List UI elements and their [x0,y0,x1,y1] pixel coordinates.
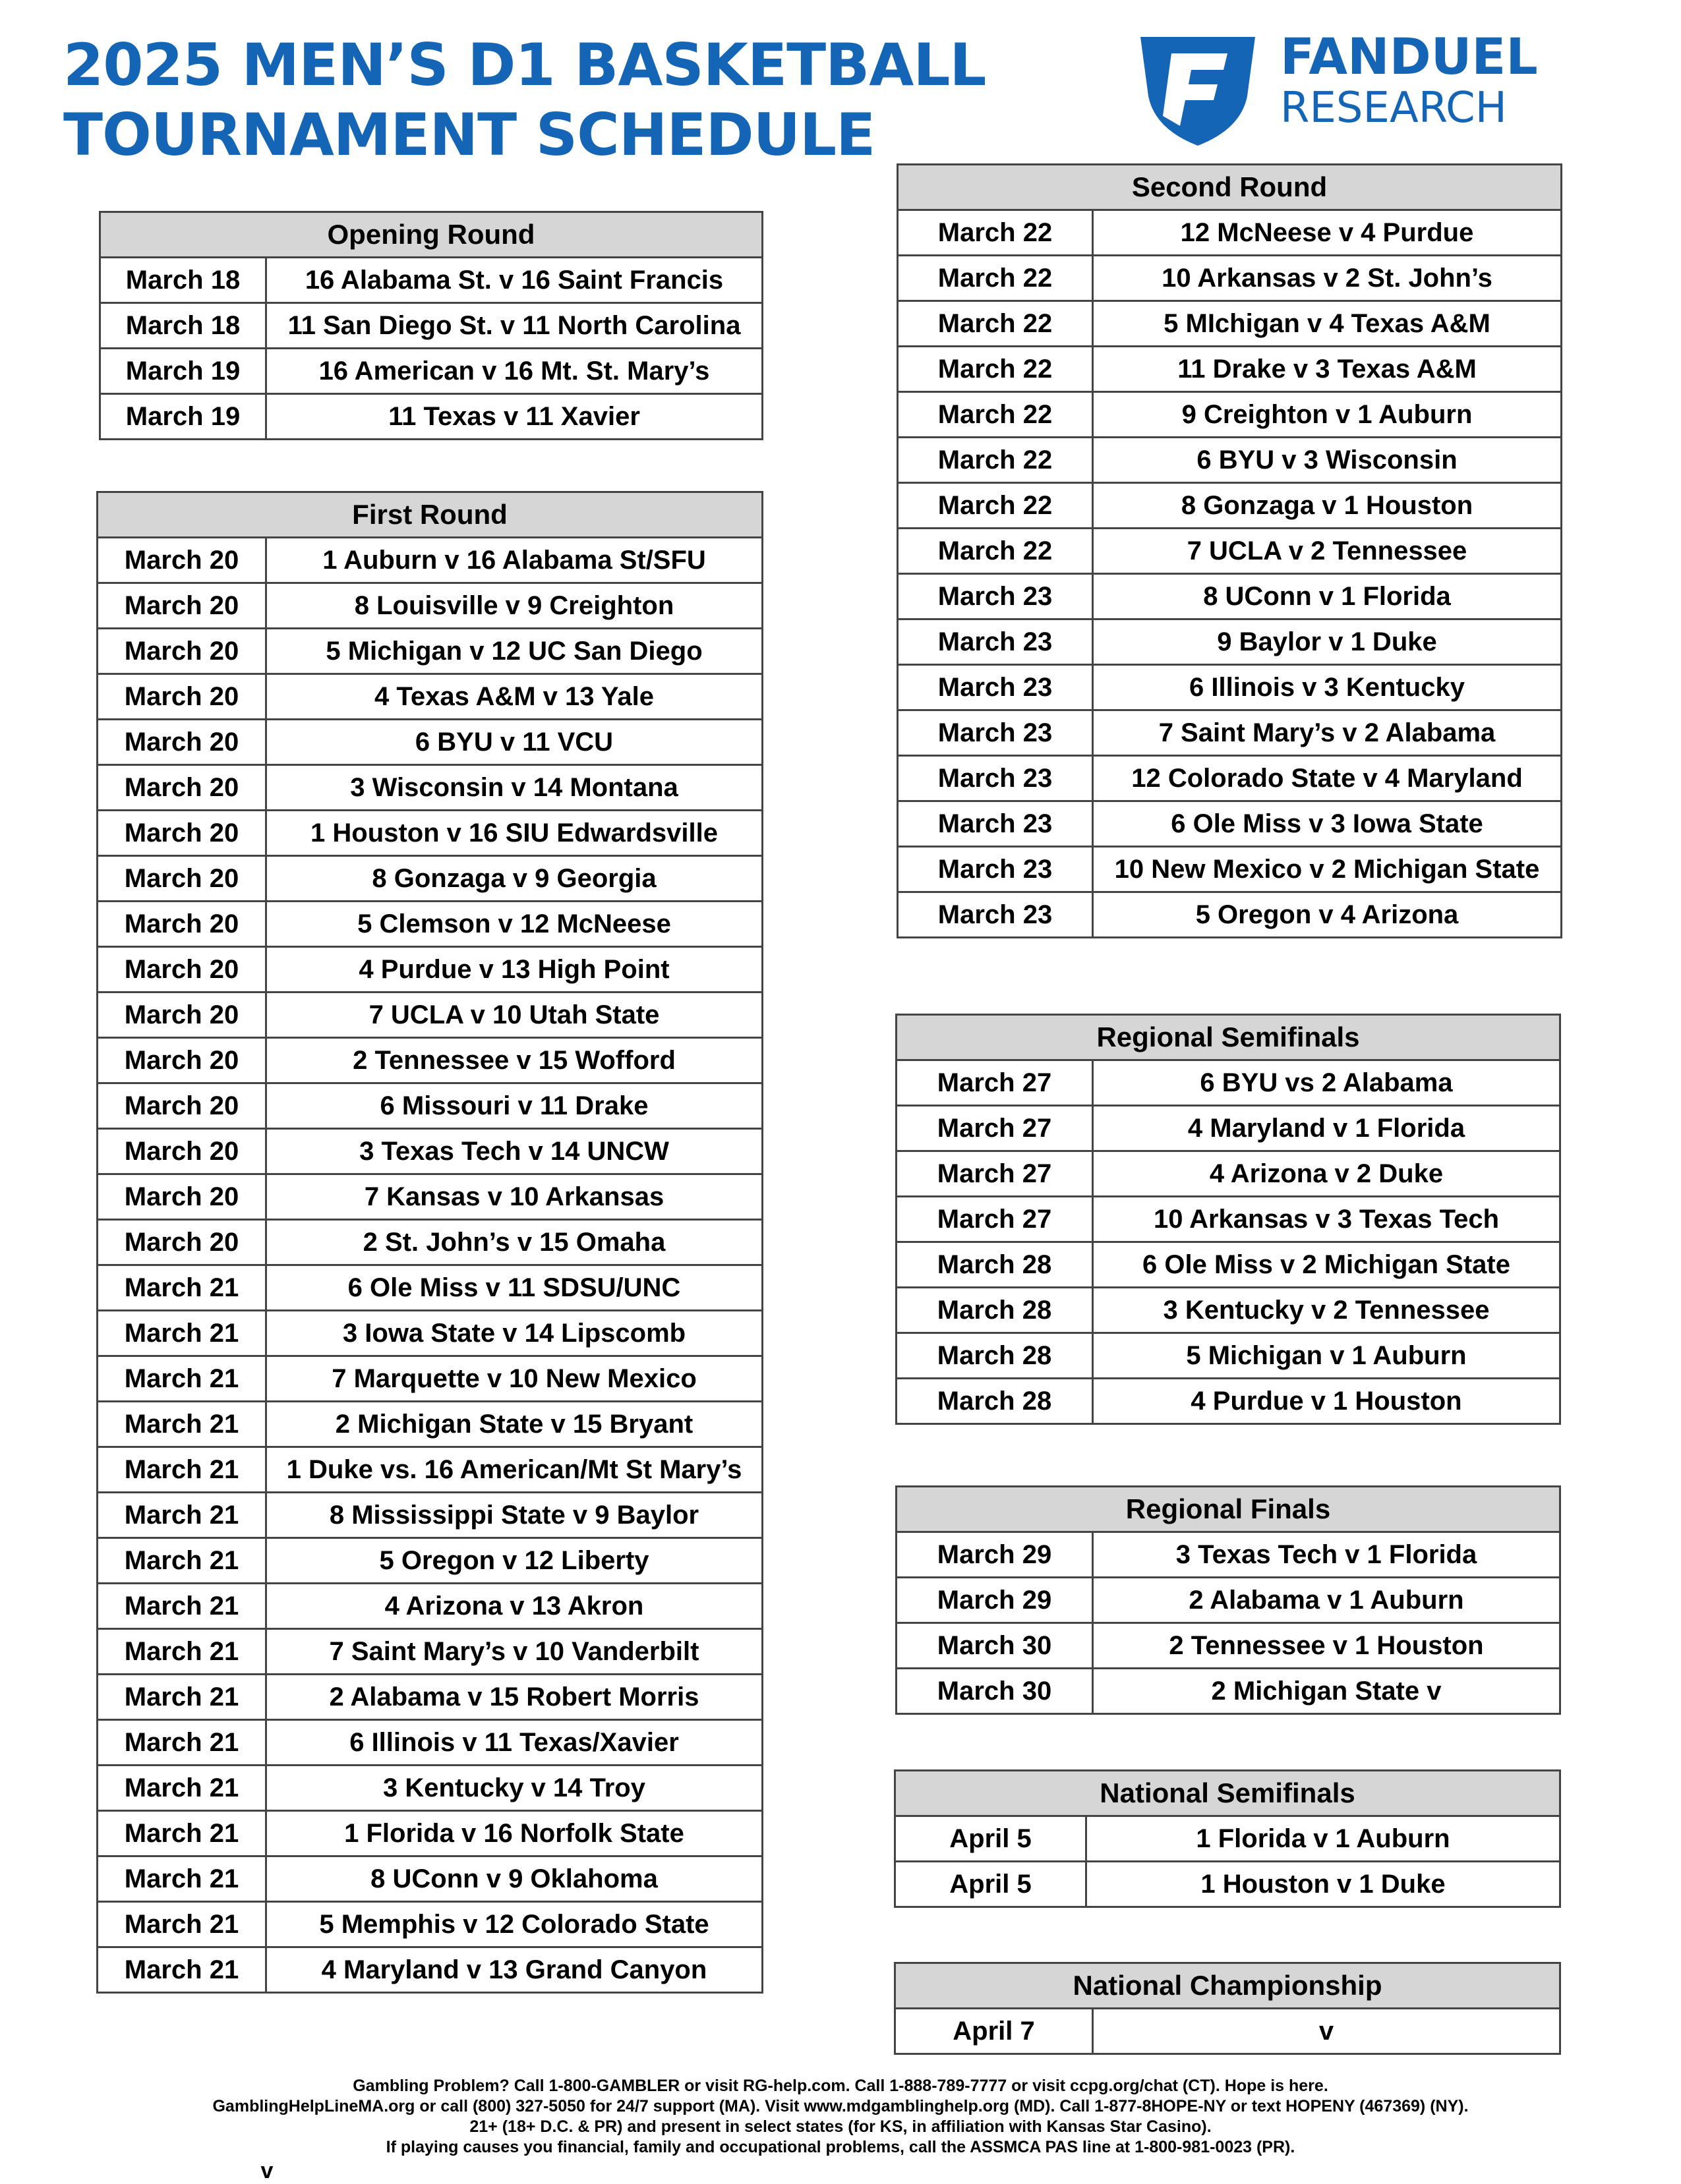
matchup: 5 Oregon v 4 Arizona [1093,892,1562,938]
footer-line-4: If playing causes you financial, family and occupational problems, call the ASSMCA PAS line at 1-800-981-0023 (PR). [386,2138,1295,2156]
matchup: 10 Arkansas v 2 St. John’s [1093,256,1562,301]
matchup: 6 BYU vs 2 Alabama [1093,1060,1560,1106]
matchup: 5 Michigan v 1 Auburn [1093,1333,1560,1379]
footer-line-2: GamblingHelpLineMA.org or call (800) 327-5050 for 24/7 support (MA). Visit www.mdgamblinghelp.org (MD). Call 1-877-8HOPE-NY or text HOPENY (467369) (NY). [212,2097,1469,2115]
game-date: March 18 [100,258,266,303]
matchup: 8 Gonzaga v 1 Houston [1093,483,1562,529]
matchup: 6 Ole Miss v 3 Iowa State [1093,801,1562,847]
first-round-row [98,1038,763,1083]
matchup: 16 Alabama St. v 16 Saint Francis [266,258,763,303]
game-date: March 20 [98,1038,266,1083]
game-date: March 29 [897,1532,1093,1578]
game-date: March 20 [98,1220,266,1265]
matchup: 4 Purdue v 1 Houston [1093,1379,1560,1424]
game-date: April 5 [895,1816,1086,1862]
regional-semifinals-row [897,1242,1560,1288]
matchup: 5 MIchigan v 4 Texas A&M [1093,301,1562,347]
fanduel-shield-icon [1135,24,1260,149]
national-semifinals-table [894,1769,1561,1908]
first-round-row [98,1356,763,1402]
game-date: March 20 [98,947,266,992]
matchup: 1 Florida v 1 Auburn [1086,1816,1560,1862]
matchup: 2 Tennessee v 1 Houston [1093,1623,1560,1669]
matchup: 2 Michigan State v [1093,1669,1560,1714]
game-date: March 22 [898,301,1093,347]
game-date: March 27 [897,1151,1093,1197]
national-championship-table [894,1962,1561,2055]
opening-round-block [99,211,763,440]
matchup: 16 American v 16 Mt. St. Mary’s [266,349,763,394]
first-round-row [98,1902,763,1947]
first-round-row [98,720,763,765]
game-date: March 21 [98,1766,266,1811]
matchup: 6 BYU v 3 Wisconsin [1093,438,1562,483]
game-date: March 21 [98,1947,266,1993]
matchup: 4 Texas A&M v 13 Yale [266,674,763,720]
game-date: March 21 [98,1720,266,1766]
game-date: March 20 [98,992,266,1038]
first-round-row [98,583,763,629]
regional-semifinals-row [897,1379,1560,1424]
matchup: 7 UCLA v 10 Utah State [266,992,763,1038]
first-round-row [98,1856,763,1902]
matchup: 3 Kentucky v 2 Tennessee [1093,1288,1560,1333]
game-date: March 23 [898,892,1093,938]
first-round-row [98,1584,763,1629]
game-date: March 21 [98,1584,266,1629]
matchup: 1 Houston v 16 SIU Edwardsville [266,811,763,856]
game-date: March 22 [898,529,1093,574]
game-date: March 21 [98,1856,266,1902]
game-date: March 19 [100,394,266,440]
matchup: 2 Alabama v 15 Robert Morris [266,1675,763,1720]
matchup: 6 Missouri v 11 Drake [266,1083,763,1129]
matchup: 8 Mississippi State v 9 Baylor [266,1493,763,1538]
matchup: 3 Kentucky v 14 Troy [266,1766,763,1811]
game-date: March 27 [897,1106,1093,1151]
first-round-row [98,1220,763,1265]
game-date: March 23 [898,801,1093,847]
game-date: March 18 [100,303,266,349]
first-round-row [98,811,763,856]
game-date: March 27 [897,1060,1093,1106]
game-date: March 23 [898,574,1093,619]
game-date: March 20 [98,629,266,674]
first-round-heading: First Round [98,492,763,538]
first-round-row [98,947,763,992]
game-date: March 20 [98,765,266,811]
matchup: 1 Houston v 1 Duke [1086,1862,1560,1907]
game-date: March 21 [98,1402,266,1447]
game-date: March 21 [98,1447,266,1493]
regional-finals-block [895,1485,1561,1715]
page-title [63,30,986,170]
second-round-heading: Second Round [898,165,1562,210]
first-round-row [98,1174,763,1220]
game-date: March 28 [897,1379,1093,1424]
game-date: March 30 [897,1623,1093,1669]
second-round-row [898,892,1562,938]
matchup: 8 Gonzaga v 9 Georgia [266,856,763,902]
regional-semifinals-row [897,1151,1560,1197]
game-date: March 22 [898,256,1093,301]
national-semifinals-row [895,1816,1560,1862]
matchup: 5 Clemson v 12 McNeese [266,902,763,947]
game-date: March 20 [98,811,266,856]
matchup: 11 San Diego St. v 11 North Carolina [266,303,763,349]
regional-finals-row [897,1578,1560,1623]
regional-finals-table [895,1485,1561,1715]
matchup: 2 Michigan State v 15 Bryant [266,1402,763,1447]
matchup: 7 Kansas v 10 Arkansas [266,1174,763,1220]
game-date: March 28 [897,1242,1093,1288]
opening-round-row [100,258,763,303]
second-round-row [898,801,1562,847]
national-semifinals-heading: National Semifinals [895,1771,1560,1816]
regional-semifinals-heading: Regional Semifinals [897,1015,1560,1060]
game-date: April 5 [895,1862,1086,1907]
opening-round-row [100,394,763,440]
matchup: 6 Illinois v 11 Texas/Xavier [266,1720,763,1766]
matchup: 6 BYU v 11 VCU [266,720,763,765]
regional-semifinals-table [895,1014,1561,1425]
page-title-line-1: 2025 MEN’S D1 BASKETBALL [63,31,986,99]
matchup: 4 Maryland v 1 Florida [1093,1106,1560,1151]
matchup: 12 Colorado State v 4 Maryland [1093,756,1562,801]
first-round-row [98,1675,763,1720]
game-date: March 21 [98,1311,266,1356]
national-championship-block [894,1962,1561,2055]
opening-round-row [100,303,763,349]
matchup: 1 Duke vs. 16 American/Mt St Mary’s [266,1447,763,1493]
matchup: 5 Memphis v 12 Colorado State [266,1902,763,1947]
game-date: March 20 [98,538,266,583]
second-round-row [898,392,1562,438]
first-round-row [98,1720,763,1766]
logo-wordmark [1280,29,1538,132]
game-date: March 22 [898,438,1093,483]
matchup: 1 Auburn v 16 Alabama St/SFU [266,538,763,583]
game-date: March 22 [898,210,1093,256]
second-round-row [898,210,1562,256]
first-round-row [98,1629,763,1675]
matchup: 3 Wisconsin v 14 Montana [266,765,763,811]
game-date: March 20 [98,902,266,947]
game-date: March 29 [897,1578,1093,1623]
matchup: 5 Michigan v 12 UC San Diego [266,629,763,674]
matchup: 7 Saint Mary’s v 2 Alabama [1093,710,1562,756]
second-round-row [898,665,1562,710]
regional-finals-heading: Regional Finals [897,1487,1560,1532]
game-date: March 20 [98,1083,266,1129]
matchup: 3 Texas Tech v 14 UNCW [266,1129,763,1174]
first-round-row [98,902,763,947]
second-round-row [898,574,1562,619]
game-date: March 20 [98,720,266,765]
game-date: March 20 [98,1174,266,1220]
second-round-table [897,163,1562,938]
game-date: March 19 [100,349,266,394]
national-semifinals-row [895,1862,1560,1907]
matchup: 11 Texas v 11 Xavier [266,394,763,440]
game-date: March 21 [98,1356,266,1402]
matchup: 3 Texas Tech v 1 Florida [1093,1532,1560,1578]
footer-line-1: Gambling Problem? Call 1-800-GAMBLER or visit RG-help.com. Call 1-888-789-7777 or visit ccpg.org/chat (CT). Hope is here. [353,2077,1328,2095]
game-date: March 22 [898,392,1093,438]
first-round-row [98,674,763,720]
matchup: 8 UConn v 1 Florida [1093,574,1562,619]
game-date: March 20 [98,1129,266,1174]
game-date: March 21 [98,1675,266,1720]
matchup: 1 Florida v 16 Norfolk State [266,1811,763,1856]
national-semifinals-block [894,1769,1561,1908]
first-round-row [98,1493,763,1538]
first-round-row [98,1947,763,1993]
matchup: 4 Maryland v 13 Grand Canyon [266,1947,763,1993]
second-round-block [897,163,1562,938]
regional-semifinals-row [897,1106,1560,1151]
matchup: 6 Ole Miss v 11 SDSU/UNC [266,1265,763,1311]
regional-semifinals-row [897,1197,1560,1242]
regional-semifinals-block [895,1014,1561,1425]
matchup: 9 Creighton v 1 Auburn [1093,392,1562,438]
game-date: March 23 [898,665,1093,710]
game-date: March 21 [98,1493,266,1538]
game-date: March 23 [898,847,1093,892]
first-round-row [98,1311,763,1356]
game-date: March 21 [98,1902,266,1947]
matchup: 12 McNeese v 4 Purdue [1093,210,1562,256]
matchup: 7 UCLA v 2 Tennessee [1093,529,1562,574]
second-round-row [898,256,1562,301]
game-date: March 27 [897,1197,1093,1242]
first-round-row [98,538,763,583]
game-date: March 30 [897,1669,1093,1714]
footer-line-5: v [260,2158,274,2183]
matchup: 2 Alabama v 1 Auburn [1093,1578,1560,1623]
second-round-row [898,438,1562,483]
responsible-gaming-footer [0,2076,1681,2184]
regional-semifinals-row [897,1333,1560,1379]
matchup: 11 Drake v 3 Texas A&M [1093,347,1562,392]
first-round-row [98,1538,763,1584]
second-round-row [898,710,1562,756]
logo-line-2: RESEARCH [1280,84,1507,132]
first-round-table [96,491,763,1994]
game-date: March 21 [98,1538,266,1584]
matchup: 4 Arizona v 13 Akron [266,1584,763,1629]
matchup: 4 Purdue v 13 High Point [266,947,763,992]
regional-finals-row [897,1669,1560,1714]
regional-semifinals-row [897,1060,1560,1106]
first-round-row [98,1811,763,1856]
second-round-row [898,619,1562,665]
regional-finals-row [897,1532,1560,1578]
second-round-row [898,301,1562,347]
matchup: 10 Arkansas v 3 Texas Tech [1093,1197,1560,1242]
matchup: 8 Louisville v 9 Creighton [266,583,763,629]
matchup: 6 Ole Miss v 2 Michigan State [1093,1242,1560,1288]
matchup: 4 Arizona v 2 Duke [1093,1151,1560,1197]
matchup: 2 Tennessee v 15 Wofford [266,1038,763,1083]
first-round-row [98,992,763,1038]
game-date: March 21 [98,1265,266,1311]
national-championship-row [895,2009,1560,2054]
game-date: March 23 [898,619,1093,665]
first-round-row [98,1265,763,1311]
opening-round-row [100,349,763,394]
opening-round-heading: Opening Round [100,212,763,258]
game-date: March 21 [98,1811,266,1856]
second-round-row [898,483,1562,529]
logo-line-1: FANDUEL [1280,27,1538,86]
first-round-row [98,856,763,902]
second-round-row [898,347,1562,392]
matchup: 2 St. John’s v 15 Omaha [266,1220,763,1265]
game-date: March 22 [898,483,1093,529]
footer-line-3: 21+ (18+ D.C. & PR) and present in select states (for KS, in affiliation with Kansas Star Casino). [469,2117,1212,2136]
matchup: v [1093,2009,1560,2054]
second-round-row [898,847,1562,892]
second-round-row [898,756,1562,801]
regional-semifinals-row [897,1288,1560,1333]
page-title-line-2: TOURNAMENT SCHEDULE [63,101,875,169]
first-round-row [98,629,763,674]
matchup: 3 Iowa State v 14 Lipscomb [266,1311,763,1356]
first-round-row [98,765,763,811]
game-date: March 20 [98,674,266,720]
matchup: 9 Baylor v 1 Duke [1093,619,1562,665]
first-round-row [98,1447,763,1493]
second-round-row [898,529,1562,574]
fanduel-research-logo [1135,24,1557,149]
game-date: March 20 [98,856,266,902]
first-round-block [96,491,763,1994]
game-date: March 28 [897,1333,1093,1379]
opening-round-table [99,211,763,440]
game-date: April 7 [895,2009,1093,2054]
first-round-row [98,1129,763,1174]
matchup: 10 New Mexico v 2 Michigan State [1093,847,1562,892]
matchup: 7 Marquette v 10 New Mexico [266,1356,763,1402]
matchup: 8 UConn v 9 Oklahoma [266,1856,763,1902]
first-round-row [98,1083,763,1129]
game-date: March 20 [98,583,266,629]
game-date: March 28 [897,1288,1093,1333]
national-championship-heading: National Championship [895,1963,1560,2009]
game-date: March 21 [98,1629,266,1675]
game-date: March 22 [898,347,1093,392]
matchup: 7 Saint Mary’s v 10 Vanderbilt [266,1629,763,1675]
first-round-row [98,1766,763,1811]
regional-finals-row [897,1623,1560,1669]
game-date: March 23 [898,710,1093,756]
matchup: 5 Oregon v 12 Liberty [266,1538,763,1584]
game-date: March 23 [898,756,1093,801]
first-round-row [98,1402,763,1447]
matchup: 6 Illinois v 3 Kentucky [1093,665,1562,710]
